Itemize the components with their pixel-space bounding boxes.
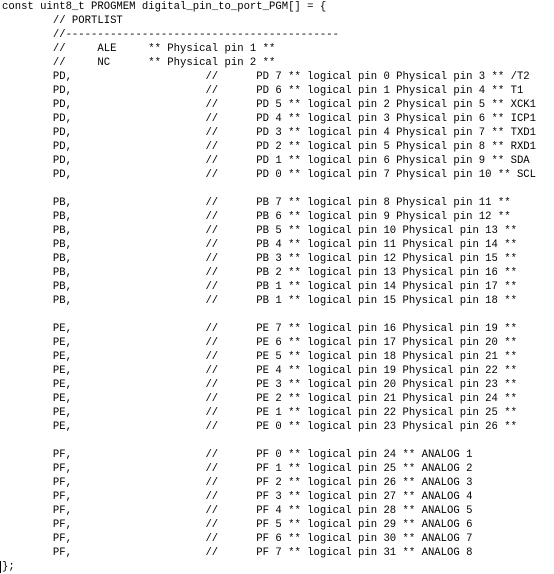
text-cursor	[0, 561, 1, 573]
code-line: // PORTLIST	[2, 15, 123, 27]
code-line: PF, // PF 4 ** logical pin 28 ** ANALOG 5	[2, 505, 473, 517]
code-line: PF, // PF 7 ** logical pin 31 ** ANALOG 8	[2, 547, 473, 559]
code-line: PB, // PB 4 ** logical pin 11 Physical pin 14 **	[2, 239, 517, 251]
code-line: PF, // PF 3 ** logical pin 27 ** ANALOG 4	[2, 491, 473, 503]
code-line: PB, // PB 1 ** logical pin 15 Physical pin 18 **	[2, 295, 517, 307]
code-line: PB, // PB 5 ** logical pin 10 Physical pin 13 **	[2, 225, 517, 237]
code-line: PF, // PF 0 ** logical pin 24 ** ANALOG 1	[2, 449, 473, 461]
code-line: // ALE ** Physical pin 1 **	[2, 43, 276, 55]
code-line: PD, // PD 2 ** logical pin 5 Physical pin 8 ** RXD1	[2, 141, 537, 153]
code-line: PD, // PD 0 ** logical pin 7 Physical pin 10 ** SCL	[2, 169, 537, 181]
code-line: PF, // PF 2 ** logical pin 26 ** ANALOG 3	[2, 477, 473, 489]
code-line: PB, // PB 6 ** logical pin 9 Physical pin 12 **	[2, 211, 511, 223]
code-line: PD, // PD 5 ** logical pin 2 Physical pin 5 ** XCK1	[2, 99, 537, 111]
code-line: PF, // PF 5 ** logical pin 29 ** ANALOG 6	[2, 519, 473, 531]
code-line: PE, // PE 6 ** logical pin 17 Physical pin 20 **	[2, 337, 517, 349]
code-line: PE, // PE 2 ** logical pin 21 Physical pin 24 **	[2, 393, 517, 405]
code-line: PE, // PE 4 ** logical pin 19 Physical pin 22 **	[2, 365, 517, 377]
code-line: PE, // PE 5 ** logical pin 18 Physical pin 21 **	[2, 351, 517, 363]
code-line: PB, // PB 1 ** logical pin 14 Physical pin 17 **	[2, 281, 517, 293]
code-line: PE, // PE 3 ** logical pin 20 Physical pin 23 **	[2, 379, 517, 391]
code-line: PD, // PD 7 ** logical pin 0 Physical pin 3 ** /T2	[2, 71, 530, 83]
code-line: PE, // PE 7 ** logical pin 16 Physical pin 19 **	[2, 323, 517, 335]
code-line: PB, // PB 7 ** logical pin 8 Physical pin 11 **	[2, 197, 511, 209]
code-line: PD, // PD 6 ** logical pin 1 Physical pin 4 ** T1	[2, 85, 524, 97]
code-line: PB, // PB 3 ** logical pin 12 Physical pin 15 **	[2, 253, 517, 265]
code-line: };	[2, 561, 15, 573]
code-line: PE, // PE 1 ** logical pin 22 Physical pin 25 **	[2, 407, 517, 419]
code-line: PD, // PD 4 ** logical pin 3 Physical pin 6 ** ICP1	[2, 113, 537, 125]
code-line: PF, // PF 1 ** logical pin 25 ** ANALOG 2	[2, 463, 473, 475]
code-line: PB, // PB 2 ** logical pin 13 Physical pin 16 **	[2, 267, 517, 279]
code-line: PD, // PD 3 ** logical pin 4 Physical pin 7 ** TXD1	[2, 127, 537, 139]
code-line: PF, // PF 6 ** logical pin 30 ** ANALOG 7	[2, 533, 473, 545]
code-line: const uint8_t PROGMEM digital_pin_to_port_PGM[] = {	[2, 1, 327, 13]
code-line: PD, // PD 1 ** logical pin 6 Physical pin 9 ** SDA	[2, 155, 530, 167]
code-line: //-------------------------------------------	[2, 29, 339, 41]
code-line: PE, // PE 0 ** logical pin 23 Physical pin 26 **	[2, 421, 517, 433]
code-line: // NC ** Physical pin 2 **	[2, 57, 276, 69]
